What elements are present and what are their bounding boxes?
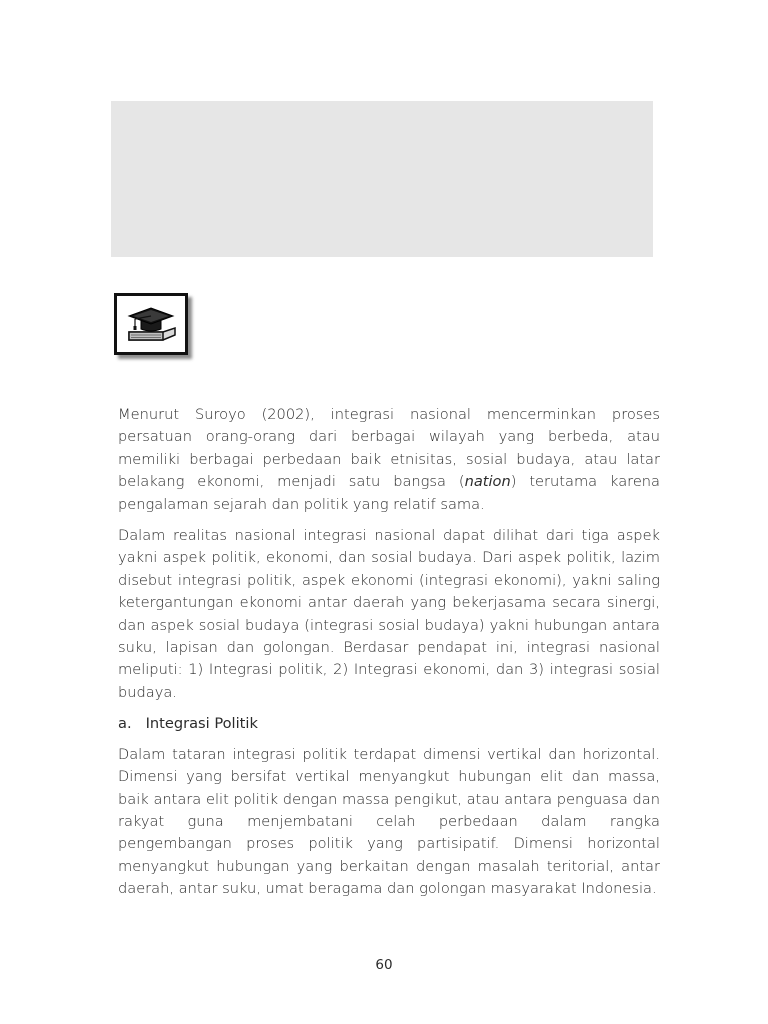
- page-number: 60: [375, 957, 393, 973]
- paragraph-1-italic-term: nation: [464, 473, 511, 491]
- paragraph-2: Dalam realitas nasional integrasi nasional dapat dilihat dari tiga aspek yakni aspek politik, ekonomi, dan sosial budaya. Dari aspek politik, lazim disebut integrasi politik, aspek ekonomi (integrasi ekonomi), yakni saling ketergantungan ekonomi antar daerah yang bekerjasama secara sinergi, dan aspek sosial budaya (integrasi sosial budaya) yakni hubungan antara suku, lapisan dan golongan. Berdasar pendapat ini, integrasi nasional meliputi: 1) Integrasi politik, 2) Integrasi ekonomi, dan 3) integrasi sosial budaya.: [118, 527, 660, 701]
- paragraph-1: [118, 404, 660, 516]
- graduation-cap-book-icon-graphic: [123, 302, 179, 346]
- paragraph-1-text-start: Menurut Suroyo (2002), integrasi nasional mencerminkan proses persatuan orang-orang dari berbagai wilayah yang berbeda, atau memiliki berbagai perbedaan baik etnisitas, sosial budaya, atau latar belakang ekonomi, menjadi satu bangsa (: [118, 406, 660, 491]
- body-text: [118, 404, 660, 910]
- paragraph-3: Dalam tataran integrasi politik terdapat dimensi vertikal dan horizontal. Dimensi yang bersifat vertikal menyangkut hubungan elit dan massa, baik antara elit politik dengan massa pengikut, atau antara penguasa dan rakyat guna menjembatani celah perbedaan dalam rangka pengembangan proses politik yang partisipatif. Dimensi horizontal menyangkut hubungan yang berkaitan dengan masalah teritorial, antar daerah, antar suku, umat beragama dan golongan masyarakat Indonesia.: [118, 745, 660, 898]
- graduation-cap-book-icon: [114, 293, 188, 355]
- header-placeholder-block: [111, 101, 653, 257]
- paragraph-1-text-end: ) terutama karena pengalaman sejarah dan politik yang relatif sama.: [118, 473, 660, 513]
- section-title: Integrasi Politik: [145, 715, 258, 733]
- section-heading: [118, 713, 660, 735]
- section-marker: a.: [118, 715, 132, 733]
